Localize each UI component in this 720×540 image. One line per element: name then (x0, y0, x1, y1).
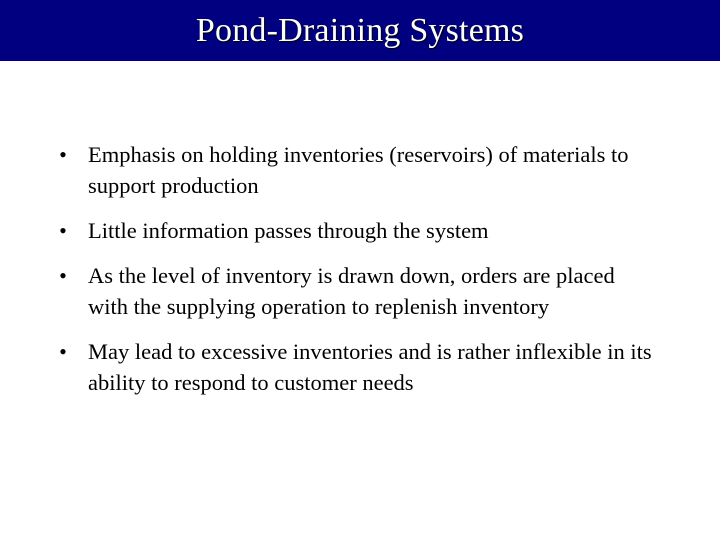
bullet-text: May lead to excessive inventories and is rather inflexible in its ability to respond to customer needs (88, 339, 652, 395)
bullet-item (56, 215, 656, 246)
title-bar (0, 0, 720, 61)
bullet-icon: • (59, 263, 67, 288)
bullet-icon: • (59, 339, 67, 364)
bullet-text: Emphasis on holding inventories (reservoirs) of materials to support production (88, 142, 629, 198)
bullet-icon: • (59, 218, 67, 243)
bullet-item (56, 139, 656, 201)
bullet-text: As the level of inventory is drawn down, orders are placed with the supplying operation to replenish inventory (88, 263, 615, 319)
bullet-item (56, 260, 656, 322)
bullet-text: Little information passes through the system (88, 218, 489, 243)
bullet-item (56, 336, 656, 398)
bullet-icon: • (59, 142, 67, 167)
slide-title: Pond-Draining Systems (195, 11, 525, 49)
bullet-list (56, 139, 656, 398)
